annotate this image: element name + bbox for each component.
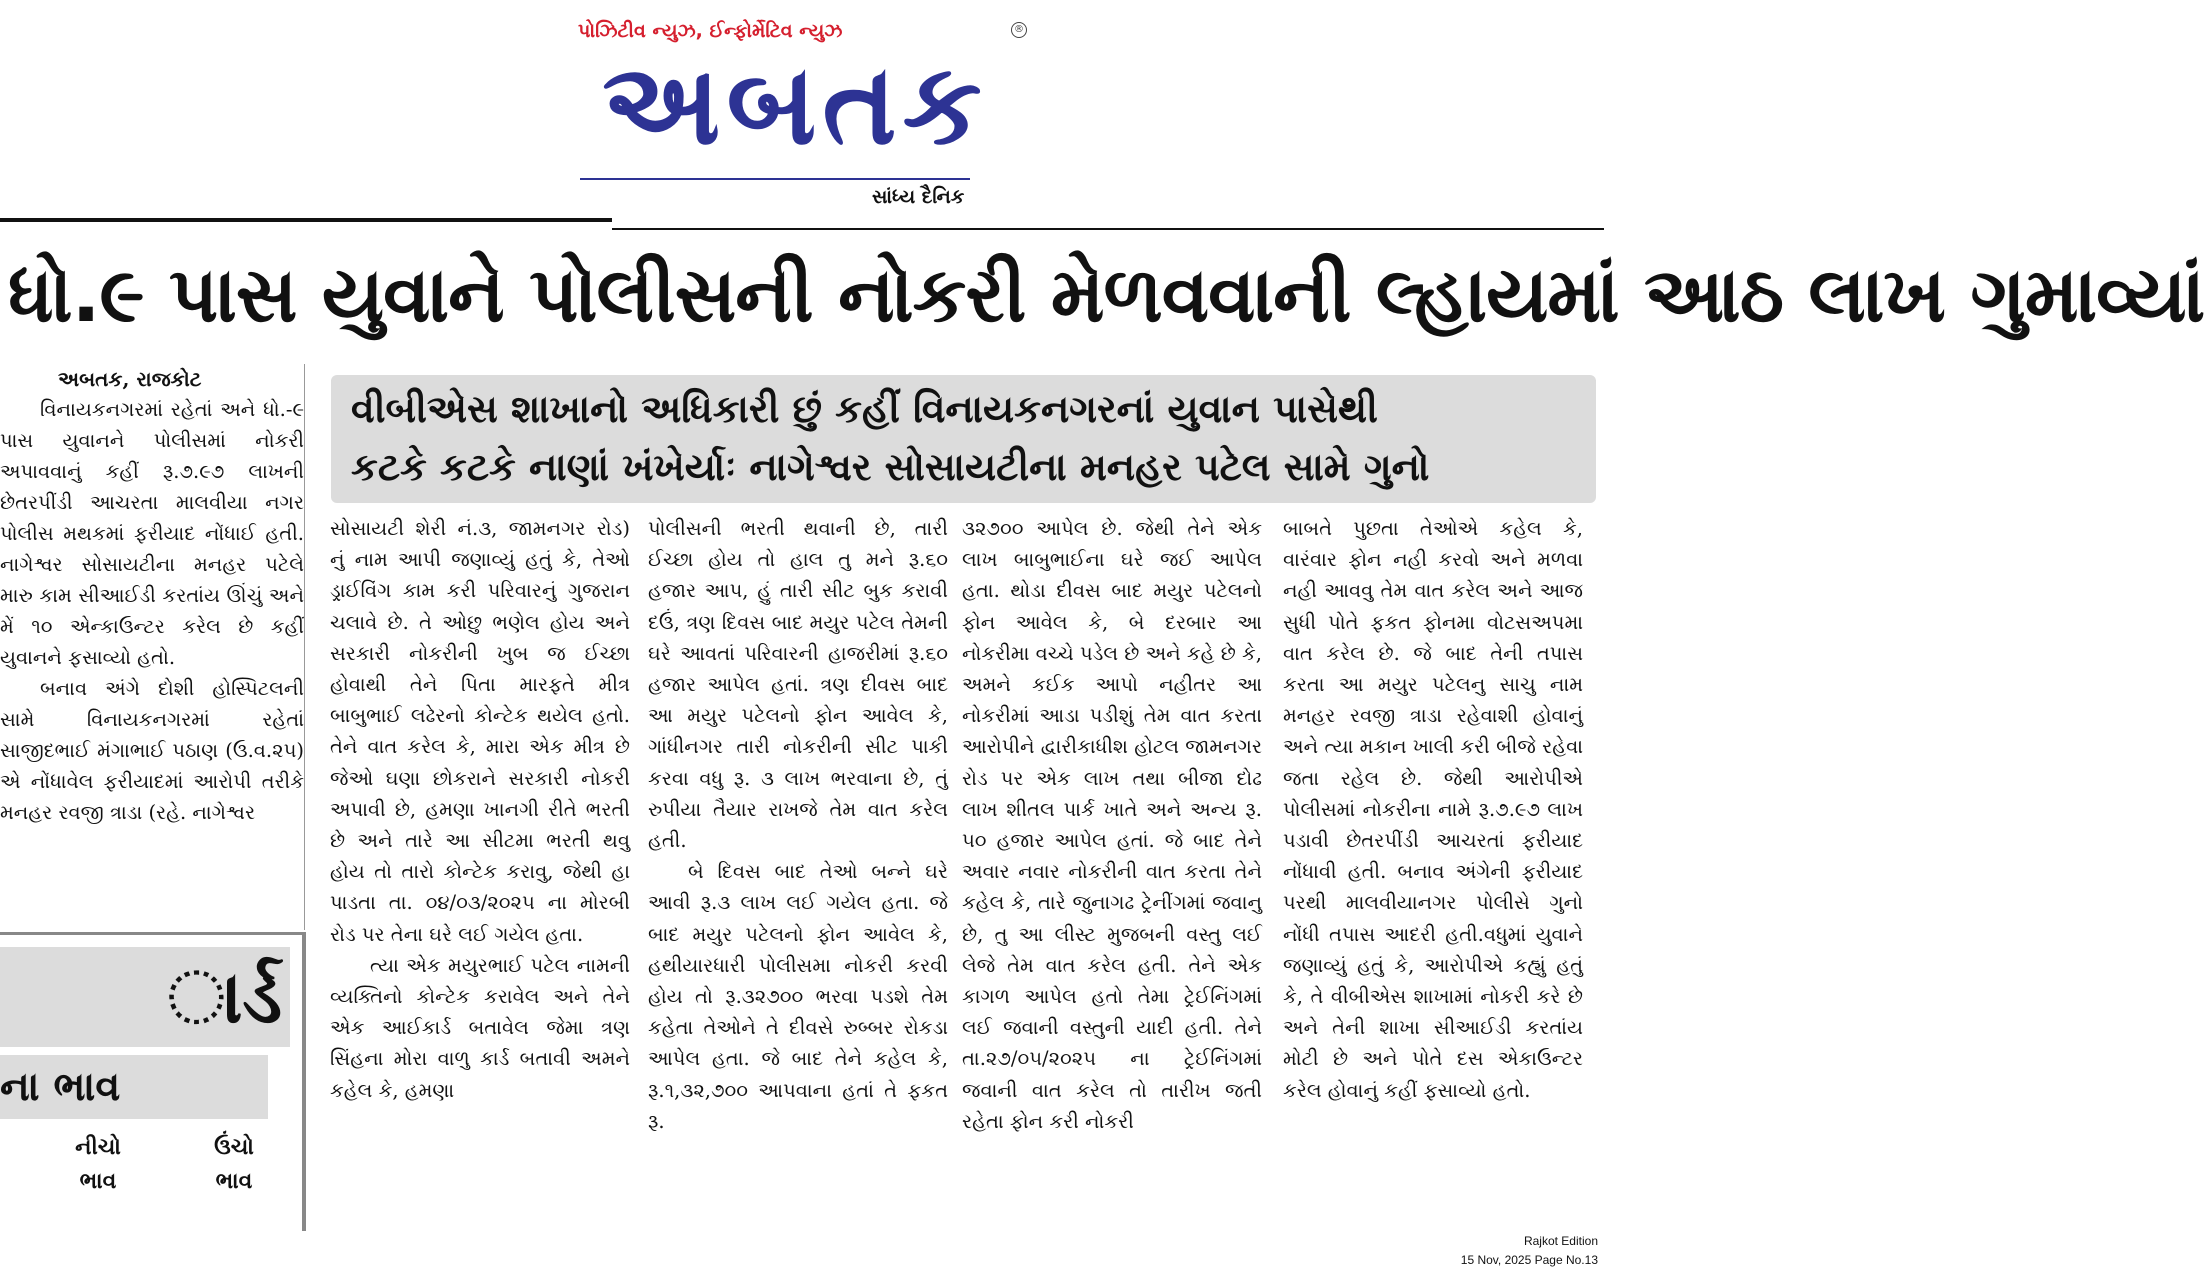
article-paragraph: બાબતે પુછતા તેઓએ કહેલ કે, વારંવાર ફોન નહી કરવો અને મળવા નહી આવવુ તેમ વાત કરેલ અને આજ સુધી પોતે ફકત ફોનમા વોટસઅપમા વાત કરેલ છે. જે બાદ તેની તપાસ કરતા આ મયુર પટેલનુ સાચુ નામ મનહર રવજી ત્રાડા રહેવાશી હોવાનું અને ત્યા મકાન ખાલી કરી બીજે રહેવા જતા રહેલ છે. જેથી આરોપીએ પોલીસમાં નોકરીના નામે રૂ.૭.૯૭ લાખ પડાવી છેતરપીંડી આચરતાં ફરીયાદ નોંધાવી હતી. બનાવ અંગેની ફરીયાદ પરથી માલવીયાનગર પોલીસે ગુનો નોંધી તપાસ આદરી હતી.વધુમાં યુવાને જણાવ્યું હતું કે, આરોપીએ કહ્યું હતું કે, તે વીબીએસ શાખામાં નોકરી કરે છે અને તેની શાખા સીઆઈડી કરતાંય મોટી છે અને પોતે દસ એકાઉન્ટર કરેલ હોવાનું કહીં ફસાવ્યો હતો. [1283, 517, 1583, 1102]
article-paragraph: વિનાયકનગરમાં રહેતાં અને ધો.-૯ પાસ યુવાનને પોલીસમાં નોકરી અપાવવાનું કહીં રૂ.૭.૯૭ લાખની છેતરપીંડી આચરતા માલવીયા નગર પોલીસ મથકમાં ફરીયાદ નોંધાઈ હતી. નાગેશ્વર સોસાયટીના મનહર પટેલે મારુ કામ સીઆઈડી કરતાંય ઊંચું અને મેં ૧૦ એન્કાઉન્ટર કરેલ છે કહીં યુવાનને ફસાવ્યો હતો. [0, 398, 304, 669]
article-paragraph: બે દિવસ બાદ તેઓ બન્ને ઘરે આવી રૂ.૩ લાખ લઈ ગયેલ હતા. જે બાદ મયુર પટેલનો ફોન આવેલ કે, હથીયારધારી પોલીસમા નોકરી કરવી હોય તો રૂ.૩૨૭૦૦ ભરવા પડશે તેમ કહેતા તેઓને તે દીવસે રુબ્બર રોકડા આપેલ હતા. જે બાદ તેને કહેલ કે, રૂ.૧,૩૨,૭૦૦ આપવાના હતાં તે ફકત રૂ. [648, 860, 948, 1133]
registered-trademark-icon: ® [1011, 22, 1027, 38]
edition-label: Rajkot Edition [1523, 1234, 1598, 1248]
rates-col-low-price: નીચો ભાવ [75, 1135, 121, 1194]
masthead-tagline: પોઝિટીવ ન્યુઝ, ઈન્ફોર્મેટિવ ન્યુઝ [578, 20, 843, 42]
rates-col-high-price: ઉંચો ભાવ [214, 1135, 254, 1194]
masthead-subtitle: સાંધ્ય દૈનિક [872, 186, 965, 208]
article-paragraph: ૩૨૭૦૦ આપેલ છે. જેથી તેને એક લાખ બાબુભાઈના ઘરે જઈ આપેલ હતા. થોડા દીવસ બાદ મયુર પટેલનો ફોન આવેલ કે, બે દરબાર આ નોકરીમા વચ્ચે પડેલ છે અને કહે છે કે, અમને કઈક આપો નહીતર આ નોકરીમાં આડા પડીશું તેમ વાત કરતા આરોપીને દ્વારીકાધીશ હોટલ જામનગર રોડ પર એક લાખ તથા બીજા દોઢ લાખ શીતલ પાર્ક ખાતે અને અન્ય રૂ. ૫૦ હજાર આપેલ હતાં. જે બાદ તેને અવાર નવાર નોકરીની વાત કરતા તેને કહેલ કે, તારે જુનાગઢ ટ્રેનીંગમાં જવાનુ છે, તુ આ લીસ્ટ મુજબની વસ્તુ લઈ લેજે તેમ વાત કરેલ હતી. તેને એક કાગળ આપેલ હતો તેમા ટ્રેઈનિંગમાં લઈ જવાની વસ્તુની યાદી હતી. તેને તા.૨૭/૦૫/૨૦૨૫ ના ટ્રેઈનિંગમાં જવાની વાત કરેલ તો તારીખ જતી રહેતા ફોન કરી નોકરી [962, 517, 1262, 1133]
header-rule-left [0, 218, 612, 222]
masthead [560, 14, 1030, 208]
article-paragraph: પોલીસની ભરતી થવાની છે, તારી ઈચ્છા હોય તો હાલ તુ મને રૂ.૬૦ હજાર આપ, હું તારી સીટ બુક કરાવી દઉં, ત્રણ દિવસ બાદ મયુર પટેલ તેમની ઘરે આવતાં પરિવારની હાજરીમાં રૂ.૬૦ હજાર આપેલ હતાં. ત્રણ દીવસ બાદ આ મયુર પટેલનો ફોન આવેલ કે, ગાંધીનગર તારી નોકરીની સીટ પાકી કરવા વધુ રૂ. ૩ લાખ ભરવાના છે, તું રુપીયા તૈયાર રાખજે તેમ વાત કરેલ હતી. [648, 517, 948, 853]
article-paragraph: સોસાયટી શેરી નં.૩, જામનગર રોડ) નું નામ આપી જણાવ્યું હતું કે, તેઓ ડ્રાઈવિંગ કામ કરી પરિવારનું ગુજરાન ચલાવે છે. તે ઓછુ ભણેલ હોય અને સરકારી નોકરીની ખુબ જ ઈચ્છા હોવાથી તેને પિતા મારફતે મીત્ર બાબુભાઈ લઢેરનો કોન્ટેક થયેલ હતો. તેને વાત કરેલ કે, મારા એક મીત્ર છે જેઓ ઘણા છોકરાને સરકારી નોકરી અપાવી છે, હમણા ખાનગી રીતે ભરતી છે અને તારે આ સીટમા ભરતી થવુ હોય તો તારો કોન્ટેક કરાવુ, જેથી હા પાડતા તા. ૦૪/૦૩/૨૦૨૫ ના મોરબી રોડ પર તેના ઘરે લઈ ગયેલ હતા. [330, 517, 630, 946]
market-rates-box [0, 932, 306, 1231]
article-paragraph: ત્યા એક મયુરભાઈ પટેલ નામની વ્યક્તિનો કોન્ટેક કરાવેલ અને તેને એક આઈકાર્ડ બતાવેલ જેમા ત્રણ સિંહના મોરા વાળુ કાર્ડ બતાવી અમને કહેલ કે, હમણા [330, 953, 630, 1102]
newspaper-logo: અબતક [602, 40, 988, 170]
article-headline: ધો.૯ પાસ યુવાને પોલીસની નોકરી મેળવવાની લ્હાયમાં આઠ લાખ ગુમાવ્યાં [8, 250, 2204, 339]
subheadline-line-2: કટકે કટકે નાણાં ખંખેર્યાઃ નાગેશ્વર સોસાયટીના મનહર પટેલ સામે ગુનો [351, 445, 1430, 489]
page-info: 15 Nov, 2025 Page No.13 [1460, 1253, 1598, 1267]
article-column-2 [648, 513, 948, 1221]
logo-underline [580, 178, 970, 180]
article-column-1 [330, 513, 630, 1221]
rates-box-title: ાર્ડ [0, 947, 290, 1047]
article-paragraph: બનાવ અંગે દોશી હોસ્પિટલની સામે વિનાયકનગરમાં રહેતાં સાજીદભાઈ મંગાભાઈ પઠાણ (ઉ.વ.૨૫) એ નોંધાવેલ ફરીયાદમાં આરોપી તરીકે મનહર રવજી ત્રાડા (રહે. નાગેશ્વર [0, 677, 304, 824]
article-column-3 [962, 513, 1262, 1221]
article-left-column [0, 364, 305, 930]
article-dateline: અબતક, રાજકોટ [58, 367, 202, 391]
rates-box-subtitle: ના ભાવ [0, 1055, 268, 1119]
article-subheadline [331, 375, 1596, 503]
article-column-4 [1283, 513, 1583, 1221]
header-rule-right [612, 228, 1604, 230]
subheadline-line-1: વીબીએસ શાખાનો અધિકારી છું કહીં વિનાયકનગરનાં યુવાન પાસેથી [351, 387, 1378, 431]
